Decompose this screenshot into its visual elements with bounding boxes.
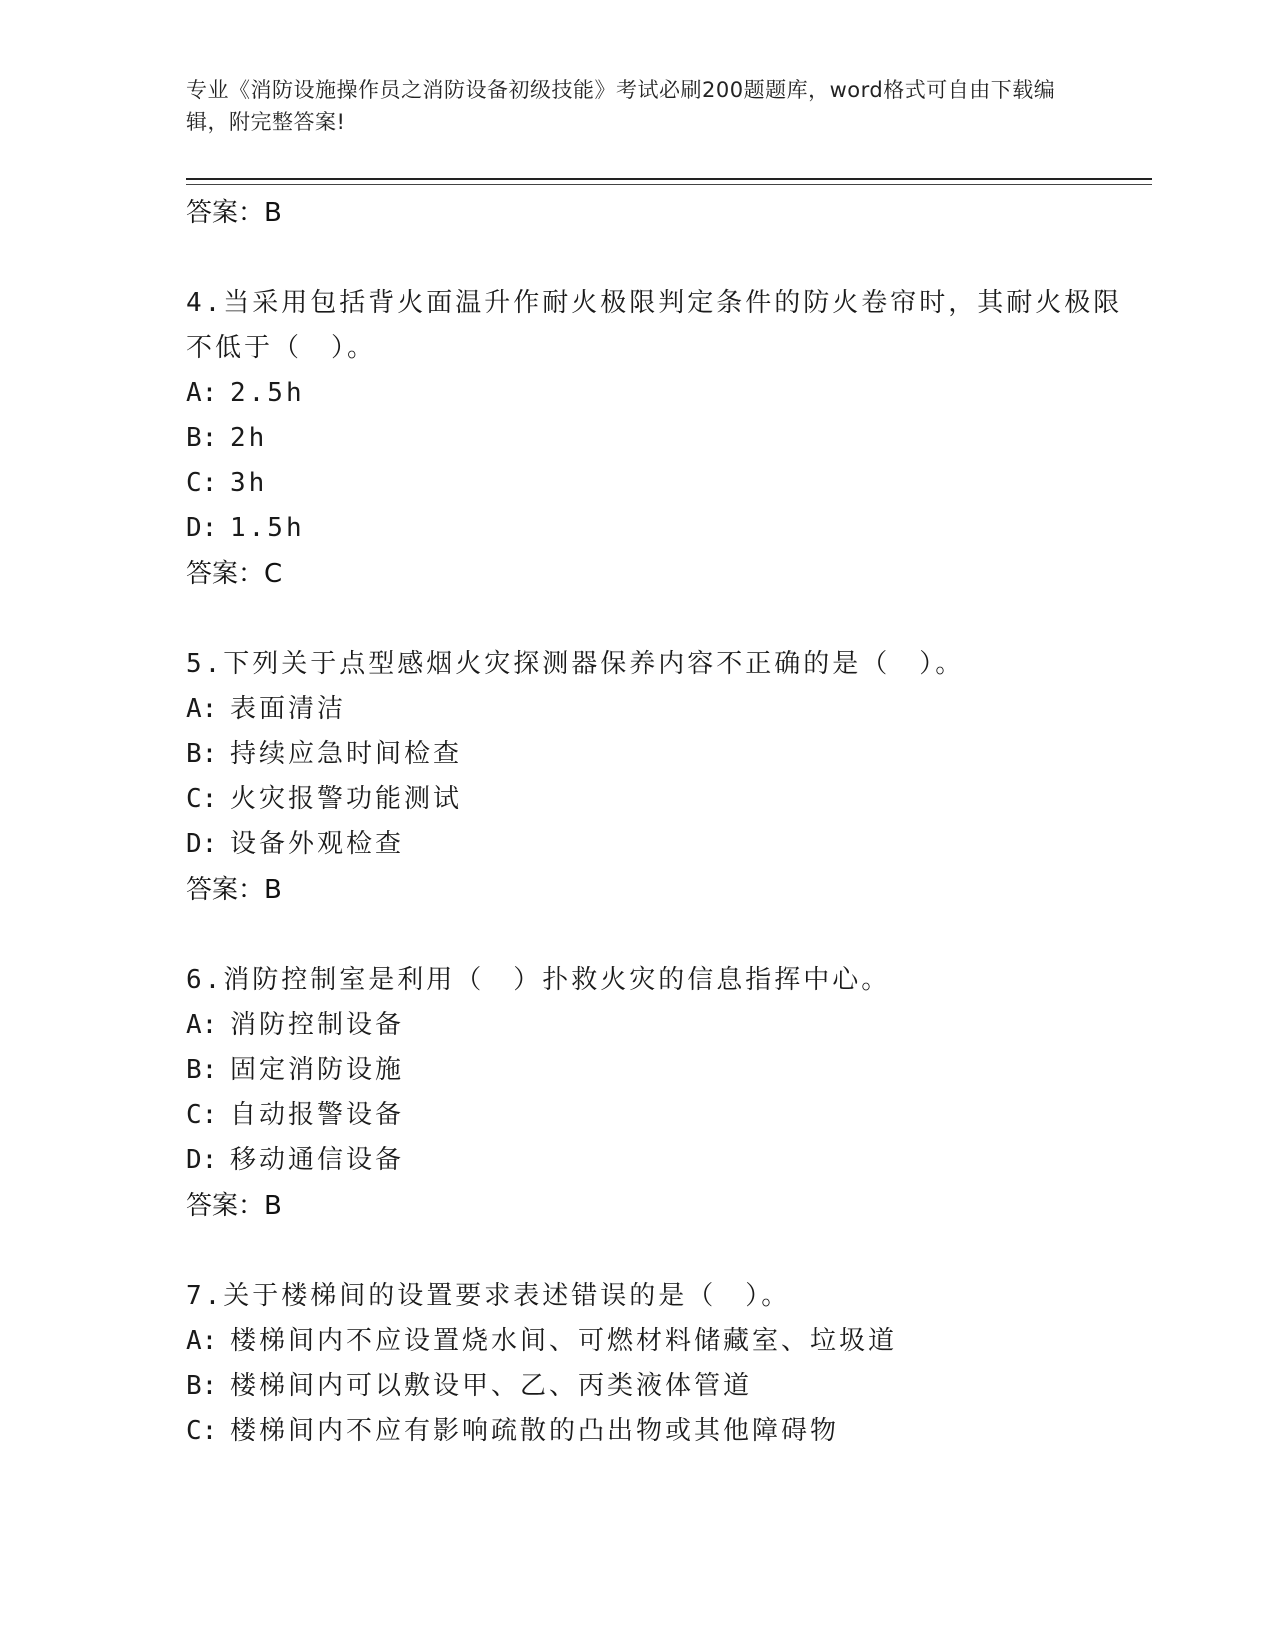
- option-letter: C:: [186, 784, 218, 814]
- answer-prefix: 答案：: [186, 198, 265, 228]
- option-text: 固定消防设施: [230, 1055, 405, 1085]
- answer-line: [186, 867, 1146, 913]
- option-c: [186, 461, 1146, 506]
- header-rule-thin: [186, 184, 1152, 185]
- document-header: [186, 74, 1086, 138]
- answer-line: [186, 551, 1146, 597]
- option-d: [186, 1138, 1146, 1183]
- option-text: 消防控制设备: [230, 1010, 405, 1040]
- answer-value: B: [264, 198, 282, 228]
- option-a: [186, 1003, 1146, 1048]
- answer-value: B: [264, 1191, 282, 1221]
- option-text: 楼梯间内不应设置烧水间、可燃材料储藏室、垃圾道: [230, 1326, 898, 1356]
- option-d: [186, 506, 1146, 551]
- answer-line: [186, 190, 1146, 236]
- option-text: 设备外观检查: [230, 829, 405, 859]
- option-b: [186, 1364, 1146, 1409]
- option-letter: B:: [186, 423, 218, 453]
- option-letter: A:: [186, 378, 218, 408]
- question-text: 5.下列关于点型感烟火灾探测器保养内容不正确的是（ ）。: [186, 649, 965, 679]
- answer-prefix: 答案：: [186, 559, 265, 589]
- option-text: 楼梯间内可以敷设甲、乙、丙类液体管道: [230, 1371, 753, 1401]
- option-text: 表面清洁: [230, 694, 347, 724]
- option-c: [186, 1409, 1146, 1454]
- option-text: 移动通信设备: [230, 1145, 405, 1175]
- option-a: [186, 687, 1146, 732]
- question-item: [186, 642, 1146, 913]
- question-text: 4.当采用包括背火面温升作耐火极限判定条件的防火卷帘时，其耐火极限不低于（ ）。: [186, 288, 1123, 363]
- answer-value: C: [264, 559, 283, 589]
- option-text: 3h: [230, 468, 268, 498]
- option-letter: B:: [186, 1371, 218, 1401]
- option-text: 1.5h: [230, 513, 305, 543]
- option-b: [186, 732, 1146, 777]
- option-text: 2.5h: [230, 378, 305, 408]
- option-c: [186, 777, 1146, 822]
- option-letter: A:: [186, 694, 218, 724]
- option-letter: B:: [186, 739, 218, 769]
- header-text: 专业《消防设施操作员之消防设备初级技能》考试必刷200题题库，word格式可自由下载编辑，附完整答案!: [186, 78, 1056, 134]
- option-letter: D:: [186, 513, 218, 543]
- question-list: [186, 190, 1146, 1454]
- option-c: [186, 1093, 1146, 1138]
- option-text: 自动报警设备: [230, 1100, 405, 1130]
- option-letter: C:: [186, 1416, 218, 1446]
- answer-prefix: 答案：: [186, 1191, 265, 1221]
- option-letter: B:: [186, 1055, 218, 1085]
- option-letter: C:: [186, 1100, 218, 1130]
- option-text: 火灾报警功能测试: [230, 784, 463, 814]
- question-text: 6.消防控制室是利用（ ）扑救火灾的信息指挥中心。: [186, 965, 891, 995]
- option-text: 持续应急时间检查: [230, 739, 463, 769]
- option-letter: A:: [186, 1326, 218, 1356]
- question-item: [186, 281, 1146, 597]
- option-letter: D:: [186, 1145, 218, 1175]
- option-text: 楼梯间内不应有影响疏散的凸出物或其他障碍物: [230, 1416, 840, 1446]
- option-b: [186, 1048, 1146, 1093]
- question-item: [186, 1274, 1146, 1454]
- option-text: 2h: [230, 423, 268, 453]
- answer-value: B: [264, 875, 282, 905]
- answer-line: [186, 1183, 1146, 1229]
- option-b: [186, 416, 1146, 461]
- option-a: [186, 371, 1146, 416]
- option-letter: A:: [186, 1010, 218, 1040]
- question-text: 7.关于楼梯间的设置要求表述错误的是（ ）。: [186, 1281, 791, 1311]
- option-a: [186, 1319, 1146, 1364]
- answer-prefix: 答案：: [186, 875, 265, 905]
- header-rule-thick: [186, 178, 1152, 180]
- question-item: [186, 958, 1146, 1229]
- option-letter: D:: [186, 829, 218, 859]
- option-letter: C:: [186, 468, 218, 498]
- option-d: [186, 822, 1146, 867]
